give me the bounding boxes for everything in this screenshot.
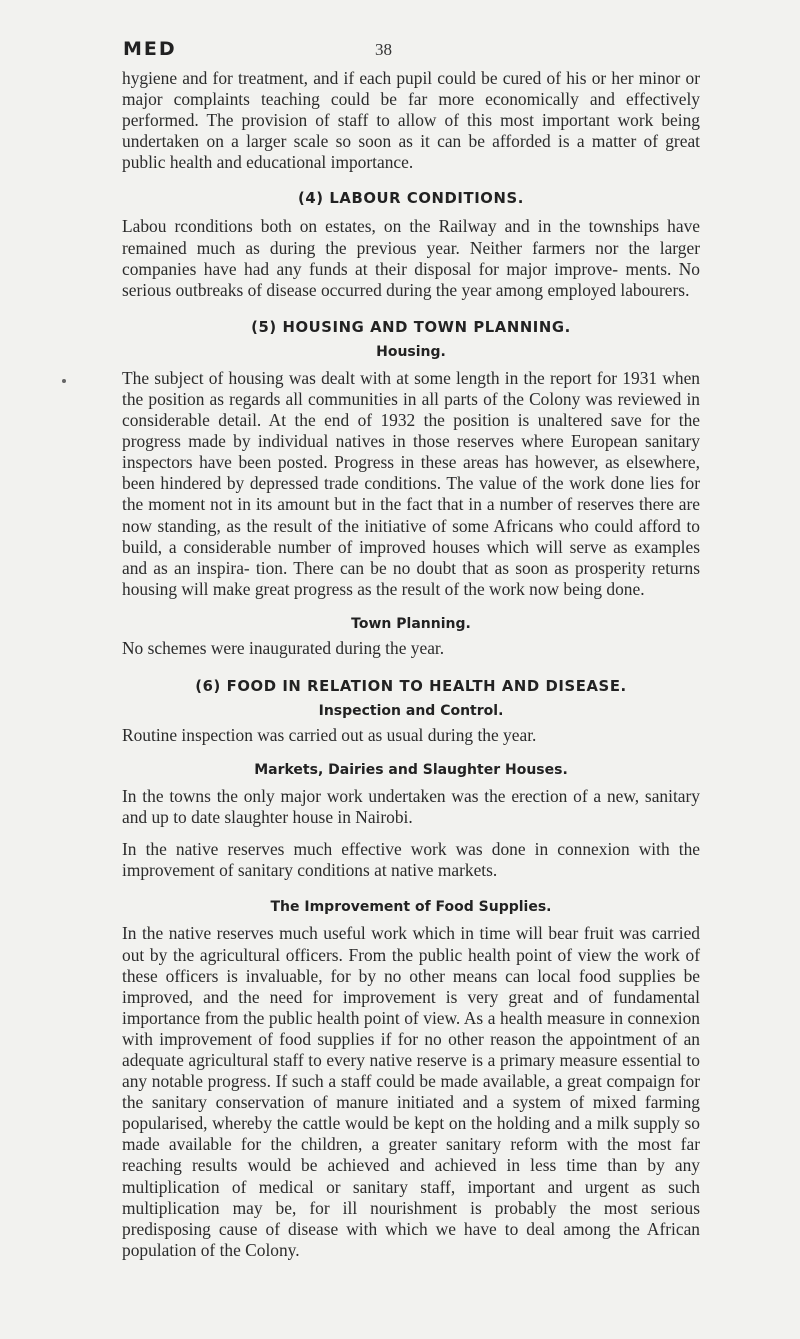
housing-heading: (5) HOUSING AND TOWN PLANNING. <box>251 318 571 336</box>
intro-paragraph: hygiene and for treatment, and if each pupil could be cured of his or her minor or major complaints teaching could be far more economically and effectively performed. The provision of staff to allow of this most important work being undertaken on a larger scale so soon as it can be afforded is a matter of great public health and educational importance. <box>122 68 700 173</box>
header-mark: MED <box>123 38 177 60</box>
housing-subheading: Housing. <box>376 343 446 360</box>
markets-paragraph-1: In the towns the only major work undertaken was the erection of a new, sanitary and up to date slaughter house in Nairobi. <box>122 786 700 828</box>
margin-dot <box>62 379 66 383</box>
town-planning-paragraph: No schemes were inaugurated during the year. <box>122 637 445 658</box>
town-planning-heading: Town Planning. <box>351 615 471 632</box>
improvement-heading: The Improvement of Food Supplies. <box>270 899 552 916</box>
housing-paragraph: The subject of housing was dealt with at some length in the report for 1931 when the position as regards all communities in all parts of the Colony was reviewed in considerable detail. At the end of 1932 the position is unaltered save for the progress made by individual natives in those reserves where European sanitary inspectors have been posted. Progress in these areas has however, as elsewhere, been hindered by depressed trade conditions. The value of the work done lies for the moment not in its amount but in the fact that in a number of reserves there are now standing, as the result of the initiative of some Africans who could afford to build, a considerable number of improved houses which will serve as examples and as an inspira- tion. There can be no doubt that as soon as prosperity returns housing will make great progress as the result of the work now being done. <box>122 367 700 599</box>
body-text <box>122 68 700 1261</box>
labour-paragraph: Labou rconditions both on estates, on the Railway and in the townships have remained much as during the previous year. Neither farmers nor the larger companies have had any funds at their disposal for major improve- ments. No serious outbreaks of disease occurred during the year among employed labourers. <box>122 216 700 300</box>
markets-paragraph-2: In the native reserves much effective work was done in connexion with the improvement of sanitary conditions at native markets. <box>122 839 700 881</box>
food-heading: (6) FOOD IN RELATION TO HEALTH AND DISEASE. <box>195 677 627 695</box>
page-number: 38 <box>375 40 392 59</box>
markets-heading: Markets, Dairies and Slaughter Houses. <box>254 762 568 779</box>
inspection-heading: Inspection and Control. <box>318 702 504 719</box>
labour-heading: (4) LABOUR CONDITIONS. <box>298 190 524 208</box>
improvement-paragraph: In the native reserves much useful work which in time will bear fruit was carried out by the agricultural officers. From the public health point of view the work of these officers is invaluable, for by no other means can local food supplies be improved, and the need for improvement is very great and of fundamental importance from the public health point of view. As a health measure in connexion with improvement of food supplies if for no other reason the appointment of an adequate agricultural staff to every native reserve is a primary measure essential to any notable progress. If such a staff could be made available, a great compaign for the sanitary conservation of manure initiated and a system of mixed farming popularised, whereby the cattle would be kept on the holding and a milk supply so made available for the children, a greater sanitary reform with the most far reaching results would be achieved and achieved in less time than by any multiplication of medical or sanitary staff, important and urgent as such multiplication may be, for ill nourishment is probably the most serious predisposing cause of disease with which we have to deal among the African population of the Colony. <box>122 923 700 1260</box>
inspection-paragraph: Routine inspection was carried out as usual during the year. <box>122 724 537 745</box>
